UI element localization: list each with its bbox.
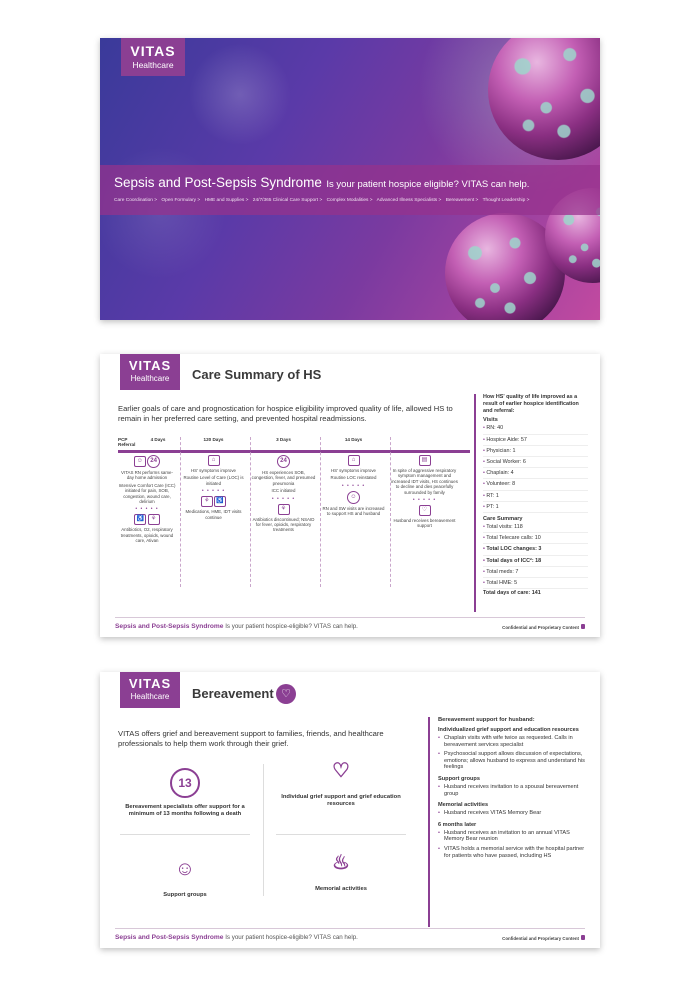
nurse-icon: ☺ (134, 456, 146, 467)
clock-24-icon: 24 (147, 455, 160, 468)
nav-link-thought-leadership[interactable]: Thought Leadership > (482, 198, 530, 203)
list-item: • Total meds: 7 (483, 567, 588, 578)
list-item: • Husband receives invitation to a spousal bereavement group (438, 783, 588, 799)
slide-title: Care Summary of HS (192, 367, 322, 382)
hands-heart-icon: ♡ (419, 505, 431, 516)
service-card-support-groups: ☺ Support groups (163, 858, 207, 898)
monitor-icon: ▤ (419, 455, 431, 466)
hands-heart-icon: ♡ (332, 760, 350, 782)
confidential-label: Confidential and Proprietary Content (502, 625, 579, 630)
timeline-col-2: 120 Days ⌂ HS' symptoms improve Routine Level of Care (LOC) is initiated • • • • • ⚘ ♿ Medications, HME, IDT visits continue (180, 437, 246, 587)
slide-footer: Sepsis and Post-Sepsis Syndrome Is your patient hospice-eligible? VITAS can help. Confidential and Proprietary Content (115, 928, 585, 948)
visits-list (483, 423, 588, 513)
panel-heading: Bereavement support for husband: (438, 717, 535, 723)
timeline-col-referral: PCP Referral (118, 437, 136, 447)
lock-icon (581, 624, 585, 629)
hands-heart-icon: ♡ (276, 684, 296, 704)
medication-icon: ⚘ (201, 496, 213, 507)
confidential-label: Confidential and Proprietary Content (502, 936, 579, 941)
service-card-grief-support: ♡ Individual grief support and grief education resources (281, 760, 401, 807)
list-item: • Volunteer: 8 (483, 479, 588, 490)
hero-slide (100, 38, 600, 320)
wheelchair-icon: ♿ (214, 496, 226, 507)
hero-title: Sepsis and Post-Sepsis Syndrome (114, 175, 322, 190)
list-item: • Total Telecare calls: 10 (483, 533, 588, 544)
clock-24-icon: 24 (277, 455, 290, 468)
nav-link-complex-modalities[interactable]: Complex Modalities > (326, 198, 373, 203)
list-item: • RT: 1 (483, 491, 588, 502)
topic-nav (114, 198, 600, 203)
wheelchair-icon: ♿ (134, 514, 146, 525)
dotted-divider: • • • • • (271, 495, 296, 502)
care-summary-heading: Care Summary (483, 516, 523, 523)
home-heart-icon: ⌂ (348, 455, 360, 466)
service-card-13-months: 13 Bereavement specialists offer support for a minimum of 13 months following a death (120, 768, 250, 818)
list-item: • Physician: 1 (483, 446, 588, 457)
list-item: • Chaplain visits with wife twice as requested. Calls in bereavement services specialist (438, 734, 588, 750)
calendar-13-icon: 13 (170, 768, 200, 798)
total-days-of-care: Total days of care: 141 (483, 590, 541, 597)
slide-title: Bereavement (192, 686, 274, 701)
list-item: • Husband receives an invitation to an annual VITAS Memory Bear reunion (438, 829, 588, 845)
medication-icon: ⚘ (278, 504, 290, 515)
intro-text: VITAS offers grief and bereavement support to families, friends, and healthcare professionals to help them work through their grief. (118, 729, 384, 748)
dotted-divider: • • • • • (412, 497, 437, 504)
candle-icon: ♨ (332, 852, 350, 874)
panel-heading: How HS' quality of life improved as a result of earlier hospice identification and referral: (483, 394, 579, 414)
people-icon: ☺ (174, 858, 196, 880)
list-item: • Total visits: 118 (483, 522, 588, 533)
care-summary-slide (100, 354, 600, 637)
nav-link-open-formulary[interactable]: Open Formulary > (161, 198, 201, 203)
list-item: • Hospice Aide: 57 (483, 435, 588, 446)
lock-icon (581, 935, 585, 940)
vitas-logo: VITAS Healthcare (120, 354, 180, 390)
title-band (100, 165, 600, 215)
timeline-col-1: 4 Days ☺ 24 VITAS RN performs same-day home admission Intensive Comfort Care (ICC) initiated for pain, SOB, congestion, wound care, delirium • • • • • ♿ ⚘ Antibiotics, O2, respiratory treatments, opioids, wound care, Ativan (118, 437, 176, 544)
medication-icon: ⚘ (148, 514, 160, 525)
timeline-col-3: 3 Days 24 HS experiences SOB, congestion, fever, and presumed pneumonia ICC initiated • • • • • ⚘ Antibiotics discontinued; NSAID for fever, opioids, respiratory treatments (250, 437, 316, 587)
care-timeline (118, 437, 470, 587)
vitas-logo: VITAS Healthcare (120, 672, 180, 708)
list-item: • Total HME: 5 (483, 578, 588, 589)
slide-footer: Sepsis and Post-Sepsis Syndrome Is your patient hospice-eligible? VITAS can help. Confidential and Proprietary Content (115, 617, 585, 637)
timeline-col-5: ▤ In spite of aggressive respiratory symptom management and increased IDT visits, HS continues to decline and dies peacefully surrounded by family • • • • • ♡ Husband receives bereavement support (390, 437, 458, 587)
list-item: • VITAS holds a memorial service with the hospital partner for patients who have passed, including HS (438, 845, 588, 861)
list-item: • Chaplain: 4 (483, 468, 588, 479)
divider (120, 834, 250, 835)
divider (263, 764, 264, 896)
service-card-memorial: ♨ Memorial activities (315, 852, 367, 892)
nav-link-care-coordination[interactable]: Care Coordination > (114, 198, 158, 203)
nav-link-advanced-illness[interactable]: Advanced Illness Specialists > (376, 198, 442, 203)
nav-link-bereavement[interactable]: Bereavement > (445, 198, 479, 203)
nav-link-hme-supplies[interactable]: HME and Supplies > (204, 198, 249, 203)
timeline-col-4: 14 Days ⌂ HS' symptoms improve Routine LOC reinstated • • • • • ☺ RN and SW visits are increased to support HS and husband (320, 437, 386, 587)
list-item: • Social Worker: 6 (483, 457, 588, 468)
dotted-divider: • • • • • (135, 506, 159, 513)
list-item: • Psychosocial support allows discussion of expectations, emotions; allows husband to express and understand his feelings (438, 750, 588, 773)
care-summary-list (483, 522, 588, 589)
list-item: • Total LOC changes: 3 (483, 544, 588, 555)
nav-link-clinical-care-support[interactable]: 24/7/365 Clinical Care Support > (252, 198, 323, 203)
list-item: • PT: 1 (483, 502, 588, 513)
hero-subtitle: Is your patient hospice eligible? VITAS can help. (326, 179, 530, 190)
home-heart-icon: ⌂ (208, 455, 220, 466)
intro-text: Earlier goals of care and prognostication for hospice eligibility improved quality of life, allowed HS to remain in her preferred care setting, and prevented hospital readmissions. (118, 404, 453, 423)
bereavement-slide (100, 672, 600, 948)
visits-heading: Visits (483, 417, 498, 424)
list-item: • RN: 40 (483, 423, 588, 434)
list-item: • Husband receives VITAS Memory Bear (438, 809, 588, 819)
list-item: • Total days of ICC²: 18 (483, 556, 588, 567)
dotted-divider: • • • • • (341, 482, 366, 489)
quality-of-life-panel (474, 394, 588, 612)
vitas-logo: VITAS Healthcare (121, 38, 185, 76)
caregiver-icon: ☺ (347, 491, 360, 504)
dotted-divider: • • • • • (201, 488, 226, 495)
divider (276, 834, 406, 835)
husband-support-panel: Bereavement support for husband: Individualized grief support and education resources • Chaplain visits with wife twice as requested. Calls in bereavement services specialist • Psychosocial support allows discussion of expectations, emotions; allows husband to express and understand his feelings Support groups • Husband receives invitation to a spousal bereavement group Memorial activities • Husband receives VITAS Memory Bear 6 months later • Husband receives an invitation to an annual VITAS Memory Bear reunion • VITAS holds a memorial service with the hospital partner for patients who have passed, including HS (428, 717, 588, 927)
virus-illustration (488, 38, 600, 160)
